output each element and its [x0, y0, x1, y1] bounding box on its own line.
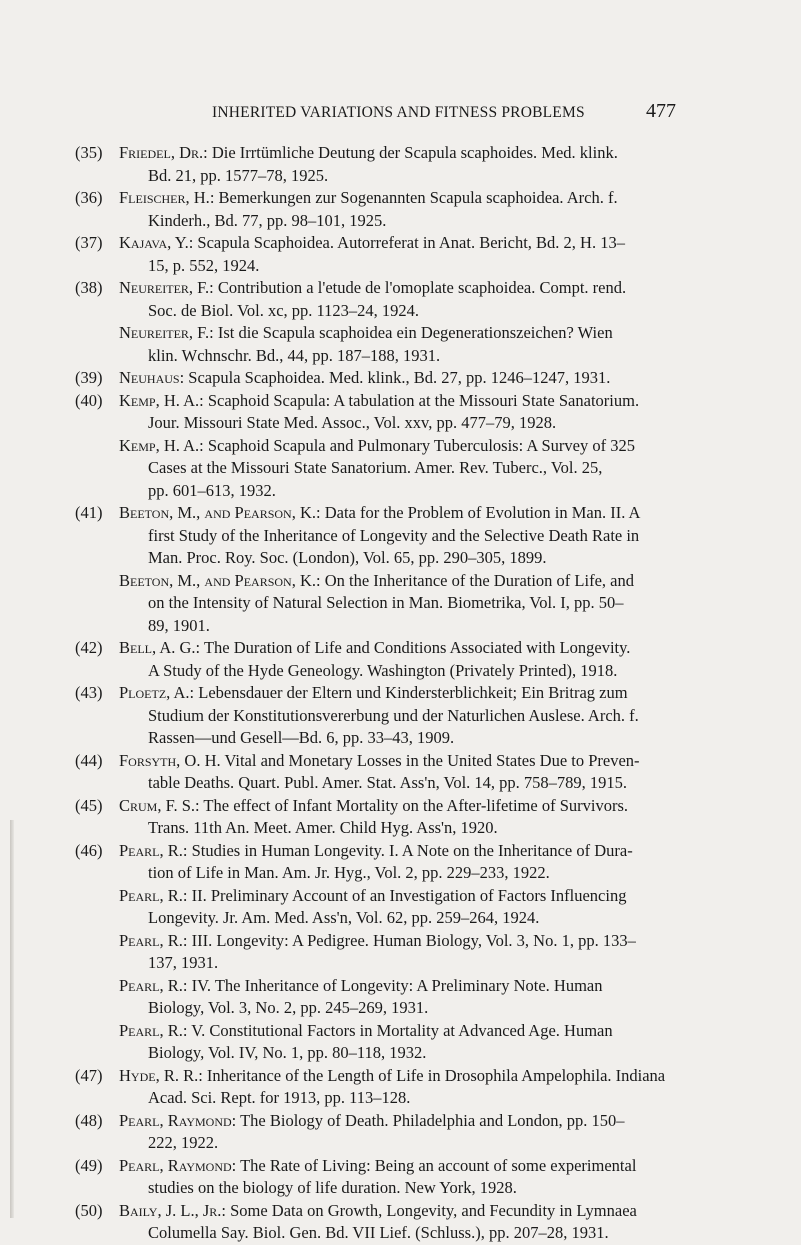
- reference-line: Bd. 21, pp. 1577–78, 1925.: [148, 165, 329, 185]
- reference-line: 137, 1931.: [148, 953, 219, 972]
- reference-text: [119, 885, 725, 930]
- reference-line-text: : Contribution a l'etude de l'omoplate scaphoidea. Compt. rend.: [209, 278, 627, 297]
- reference-author: Kajava, Y.: [119, 233, 189, 252]
- reference-author: Ploetz, A.: [119, 683, 190, 702]
- reference-text: [119, 570, 725, 638]
- reference-line: [119, 840, 725, 863]
- reference-number: (40): [75, 390, 103, 410]
- reference-text: [119, 502, 725, 570]
- reference-entry: [75, 750, 725, 795]
- reference-text: [119, 1065, 725, 1110]
- reference-text: [119, 637, 725, 682]
- running-title: INHERITED VARIATIONS AND FITNESS PROBLEMS: [212, 104, 585, 121]
- reference-line: Columella Say. Biol. Gen. Bd. VII Lief. (Schluss.), pp. 207–28, 1931.: [148, 1223, 609, 1242]
- reference-number: (42): [75, 638, 103, 657]
- reference-line: Biology, Vol. IV, No. 1, pp. 80–118, 1932.: [148, 1043, 427, 1062]
- reference-number: [75, 322, 119, 367]
- reference-line-text: : Scaphoid Scapula: A tabulation at the Missouri State Sanatorium.: [199, 390, 640, 410]
- reference-text: [119, 142, 725, 187]
- reference-number: [75, 885, 119, 930]
- reference-line: [119, 682, 725, 705]
- reference-line: 89, 1901.: [148, 615, 210, 635]
- reference-line: [119, 142, 725, 165]
- reference-line: Soc. de Biol. Vol. xc, pp. 1123–24, 1924.: [148, 300, 420, 320]
- reference-number: [75, 930, 119, 975]
- reference-line: [119, 1155, 725, 1178]
- reference-line-text: : The effect of Infant Mortality on the After-lifetime of Survivors.: [195, 795, 628, 815]
- reference-entry: [75, 975, 725, 1020]
- reference-line: Rassen—und Gesell—Bd. 6, pp. 33–43, 1909.: [148, 728, 455, 747]
- reference-line: [119, 502, 725, 525]
- reference-text: [119, 840, 725, 885]
- reference-entry: [75, 795, 725, 840]
- reference-number: (47): [75, 1065, 103, 1085]
- reference-entry: [75, 930, 725, 975]
- reference-number: (50): [75, 1200, 103, 1220]
- reference-line: [119, 975, 725, 998]
- reference-entry: [75, 322, 725, 367]
- reference-line-text: : Lebensdauer der Eltern und Kindersterblichkeit; Ein Britrag zum: [189, 683, 628, 702]
- reference-line-text: : Ist die Scapula scaphoidea ein Degenerationszeichen? Wien: [209, 323, 613, 342]
- reference-text: [119, 795, 725, 840]
- reference-line-text: : Scapula Scaphoidea. Autorreferat in Anat. Bericht, Bd. 2, H. 13–: [188, 233, 625, 252]
- reference-number: (36): [75, 188, 103, 207]
- reference-line: [119, 232, 725, 255]
- reference-line: Biology, Vol. 3, No. 2, pp. 245–269, 1931.: [148, 998, 429, 1017]
- reference-entry: [75, 682, 725, 750]
- reference-line-text: : Data for the Problem of Evolution in Man. II. A: [316, 503, 641, 522]
- reference-number: (39): [75, 368, 103, 387]
- reference-line-text: : IV. The Inheritance of Longevity: A Preliminary Note. Human: [182, 975, 603, 995]
- reference-author: Kemp, H. A.: [119, 435, 200, 455]
- reference-line: Cases at the Missouri State Sanatorium. Amer. Rev. Tuberc., Vol. 25,: [148, 458, 603, 477]
- reference-line: [119, 637, 725, 660]
- reference-line-text: : Inheritance of the Length of Life in Drosophila Ampelophila. Indiana: [198, 1065, 666, 1085]
- reference-line-text: : Scaphoid Scapula and Pulmonary Tuberculosis: A Survey of 325: [199, 435, 635, 455]
- reference-number: (45): [75, 795, 103, 815]
- reference-line-text: : The Biology of Death. Philadelphia and London, pp. 150–: [231, 1110, 625, 1130]
- reference-author: Baily, J. L., Jr.: [119, 1200, 222, 1220]
- reference-line: Acad. Sci. Rept. for 1913, pp. 113–128.: [148, 1088, 411, 1107]
- reference-line: 15, p. 552, 1924.: [148, 255, 260, 275]
- reference-line: tion of Life in Man. Am. Jr. Hyg., Vol. 2, pp. 229–233, 1922.: [148, 863, 550, 882]
- reference-number: [75, 570, 119, 638]
- reference-line-text: : Die Irrtümliche Deutung der Scapula scaphoides. Med. klink.: [203, 143, 618, 162]
- reference-number: (44): [75, 750, 103, 770]
- reference-author: Pearl, R.: [119, 1020, 183, 1040]
- reference-entry: [75, 1200, 725, 1245]
- reference-text: [119, 1200, 725, 1245]
- reference-author: Bell, A. G.: [119, 638, 196, 657]
- reference-text: [119, 930, 725, 975]
- reference-text: [119, 750, 725, 795]
- reference-line: Studium der Konstitutionsvererbung und der Naturlichen Auslese. Arch. f.: [148, 705, 639, 725]
- reference-line-text: : Studies in Human Longevity. I. A Note on the Inheritance of Dura-: [182, 840, 633, 860]
- reference-line: [119, 1020, 725, 1043]
- reference-author: Pearl, R.: [119, 930, 183, 950]
- reference-author: Fleischer, H.: [119, 188, 210, 207]
- reference-author: Beeton, M., and Pearson, K.: [119, 503, 317, 522]
- reference-author: Forsyth, O. H.: [119, 750, 221, 770]
- reference-line-text: Vital and Monetary Losses in the United States Due to Preven-: [220, 750, 640, 770]
- reference-author: Pearl, Raymond: [119, 1110, 232, 1130]
- reference-line: studies on the biology of life duration. New York, 1928.: [148, 1178, 517, 1197]
- reference-author: Friedel, Dr.: [119, 143, 204, 162]
- reference-entry: [75, 142, 725, 187]
- reference-author: Pearl, R.: [119, 885, 183, 905]
- reference-line: [119, 390, 725, 413]
- reference-line: Jour. Missouri State Med. Assoc., Vol. xxv, pp. 477–79, 1928.: [148, 413, 557, 432]
- reference-entry: [75, 885, 725, 930]
- reference-list: [75, 142, 725, 1245]
- reference-line: Man. Proc. Roy. Soc. (London), Vol. 65, pp. 290–305, 1899.: [148, 548, 547, 567]
- reference-text: [119, 187, 725, 232]
- reference-line: [119, 277, 725, 300]
- reference-text: [119, 1110, 725, 1155]
- reference-entry: [75, 1020, 725, 1065]
- reference-line: pp. 601–613, 1932.: [148, 480, 276, 500]
- reference-line-text: : Some Data on Growth, Longevity, and Fecundity in Lymnaea: [221, 1200, 637, 1220]
- reference-line: A Study of the Hyde Geneology. Washington (Privately Printed), 1918.: [148, 660, 618, 680]
- reference-text: [119, 682, 725, 750]
- reference-line-text: : On the Inheritance of the Duration of Life, and: [316, 570, 634, 590]
- reference-line-text: : Scapula Scaphoidea. Med. klink., Bd. 27, pp. 1246–1247, 1931.: [179, 368, 611, 387]
- reference-author: Pearl, R.: [119, 840, 183, 860]
- reference-line: [119, 1110, 725, 1133]
- reference-author: Pearl, R.: [119, 975, 183, 995]
- reference-line: table Deaths. Quart. Publ. Amer. Stat. Ass'n, Vol. 14, pp. 758–789, 1915.: [148, 773, 628, 792]
- reference-entry: [75, 1065, 725, 1110]
- reference-author: Neureiter, F.: [119, 323, 210, 342]
- page-number: 477: [646, 100, 676, 122]
- reference-line: [119, 795, 725, 818]
- reference-text: [119, 1155, 725, 1200]
- reference-text: [119, 322, 725, 367]
- reference-text: [119, 277, 725, 322]
- reference-line: Longevity. Jr. Am. Med. Ass'n, Vol. 62, pp. 259–264, 1924.: [148, 908, 540, 927]
- reference-text: [119, 367, 725, 390]
- reference-line: Kinderh., Bd. 77, pp. 98–101, 1925.: [148, 210, 387, 230]
- reference-entry: [75, 187, 725, 232]
- reference-author: Pearl, Raymond: [119, 1155, 232, 1175]
- reference-number: (43): [75, 683, 103, 702]
- reference-line-text: : V. Constitutional Factors in Mortality at Advanced Age. Human: [182, 1020, 613, 1040]
- reference-text: [119, 975, 725, 1020]
- reference-text: [119, 435, 725, 503]
- reference-line: klin. Wchnschr. Bd., 44, pp. 187–188, 1931.: [148, 345, 441, 365]
- reference-line-text: : Bemerkungen zur Sogenannten Scapula scaphoidea. Arch. f.: [209, 188, 618, 207]
- reference-number: (48): [75, 1110, 103, 1130]
- reference-text: [119, 390, 725, 435]
- reference-line-text: : III. Longevity: A Pedigree. Human Biology, Vol. 3, No. 1, pp. 133–: [182, 930, 636, 950]
- reference-entry: [75, 367, 725, 390]
- reference-entry: [75, 502, 725, 570]
- reference-line: 222, 1922.: [148, 1133, 219, 1152]
- reference-number: (41): [75, 503, 103, 522]
- reference-line: [119, 187, 725, 210]
- reference-line: first Study of the Inheritance of Longevity and the Selective Death Rate in: [148, 525, 640, 545]
- reference-number: (38): [75, 278, 103, 297]
- reference-entry: [75, 435, 725, 503]
- reference-entry: [75, 570, 725, 638]
- reference-entry: [75, 390, 725, 435]
- reference-entry: [75, 277, 725, 322]
- reference-line-text: : The Rate of Living: Being an account of some experimental: [231, 1155, 637, 1175]
- reference-entry: [75, 637, 725, 682]
- reference-author: Kemp, H. A.: [119, 390, 200, 410]
- reference-author: Beeton, M., and Pearson, K.: [119, 570, 317, 590]
- reference-number: [75, 435, 119, 503]
- reference-line: [119, 750, 725, 773]
- reference-number: (46): [75, 840, 103, 860]
- reference-entry: [75, 840, 725, 885]
- reference-number: (37): [75, 233, 103, 252]
- reference-entry: [75, 1110, 725, 1155]
- reference-text: [119, 1020, 725, 1065]
- reference-number: [75, 975, 119, 1020]
- reference-author: Neuhaus: [119, 368, 180, 387]
- reference-entry: [75, 232, 725, 277]
- reference-line-text: : II. Preliminary Account of an Investigation of Factors Influencing: [182, 885, 627, 905]
- reference-line: [119, 322, 725, 345]
- reference-number: [75, 1020, 119, 1065]
- reference-author: Hyde, R. R.: [119, 1065, 199, 1085]
- reference-line: [119, 1200, 725, 1223]
- reference-line: on the Intensity of Natural Selection in Man. Biometrika, Vol. I, pp. 50–: [148, 593, 624, 612]
- reference-number: (35): [75, 143, 103, 162]
- reference-line-text: : The Duration of Life and Conditions Associated with Longevity.: [195, 638, 631, 657]
- reference-number: (49): [75, 1155, 103, 1175]
- reference-line: Trans. 11th An. Meet. Amer. Child Hyg. Ass'n, 1920.: [148, 818, 498, 837]
- reference-text: [119, 232, 725, 277]
- reference-line: [119, 435, 725, 458]
- reference-author: Crum, F. S.: [119, 795, 196, 815]
- reference-line: [119, 930, 725, 953]
- reference-line: [119, 885, 725, 908]
- reference-entry: [75, 1155, 725, 1200]
- reference-line: [119, 367, 725, 390]
- reference-line: [119, 570, 725, 593]
- reference-author: Neureiter, F.: [119, 278, 210, 297]
- reference-line: [119, 1065, 725, 1088]
